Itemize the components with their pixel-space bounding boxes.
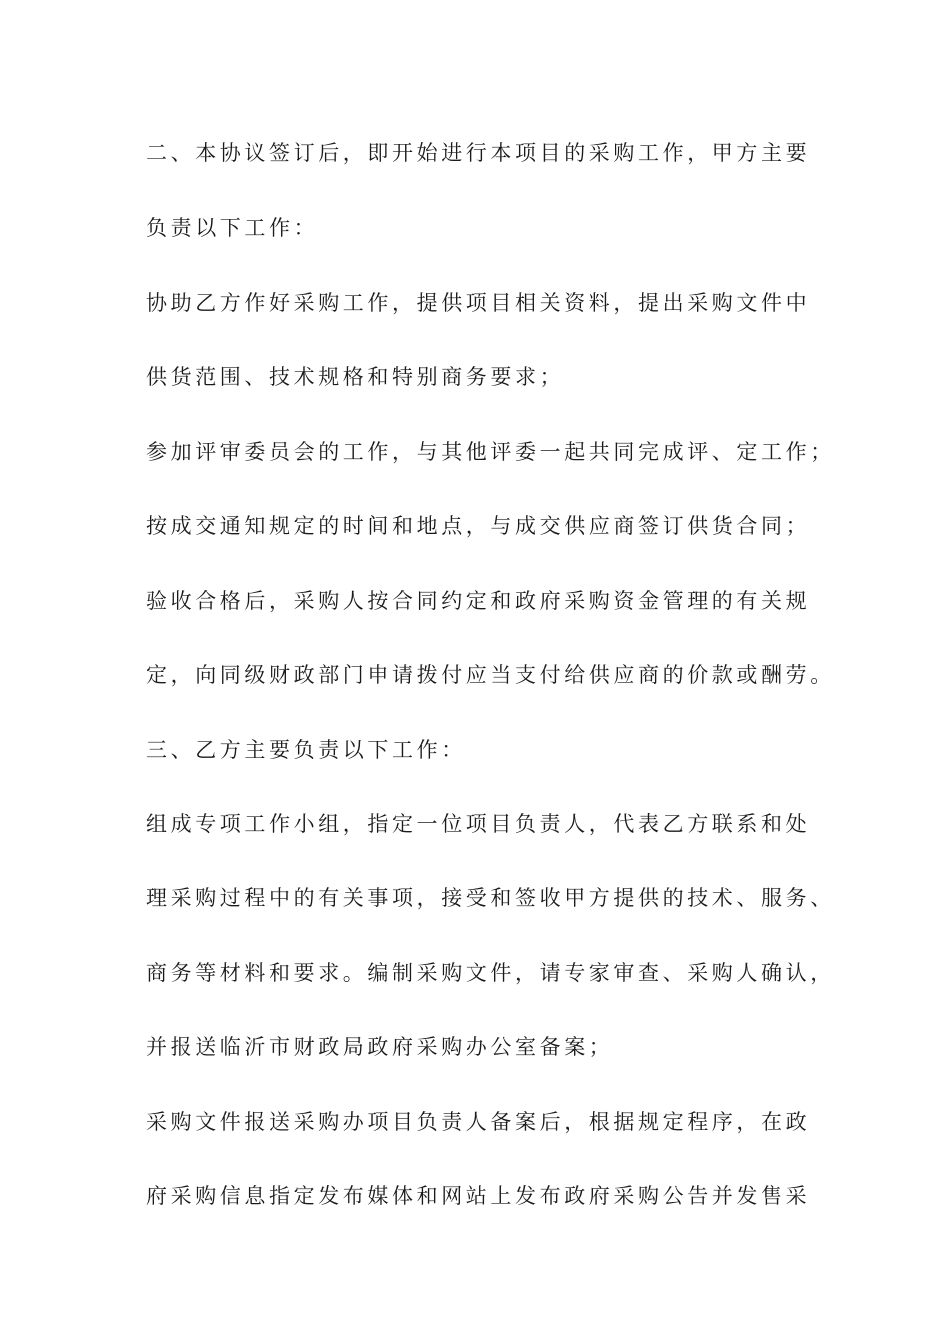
section-heading: 三、乙方主要负责以下工作： [146, 738, 466, 762]
text-line: 按成交通知规定的时间和地点，与成交供应商签订供货合同； [146, 514, 811, 538]
text-line: 府采购信息指定发布媒体和网站上发布政府采购公告并发售采 [146, 1184, 811, 1208]
text-line: 理采购过程中的有关事项，接受和签收甲方提供的技术、服务、 [146, 886, 835, 910]
text-line: 组成专项工作小组，指定一位项目负责人，代表乙方联系和处 [146, 812, 811, 836]
text-line: 参加评审委员会的工作，与其他评委一起共同完成评、定工作； [146, 440, 835, 464]
text-line: 商务等材料和要求。编制采购文件，请专家审查、采购人确认， [146, 961, 835, 985]
text-line: 采购文件报送采购办项目负责人备案后，根据规定程序，在政 [146, 1110, 811, 1134]
text-line: 负责以下工作： [146, 216, 319, 240]
text-line: 验收合格后，采购人按合同约定和政府采购资金管理的有关规 [146, 589, 811, 613]
text-line: 定，向同级财政部门申请拨付应当支付给供应商的价款或酬劳。 [146, 663, 835, 687]
text-line: 协助乙方作好采购工作，提供项目相关资料，提出采购文件中 [146, 291, 811, 315]
text-line: 并报送临沂市财政局政府采购办公室备案； [146, 1035, 614, 1059]
text-line: 二、本协议签订后，即开始进行本项目的采购工作，甲方主要 [146, 141, 811, 165]
text-line: 供货范围、技术规格和特别商务要求； [146, 365, 565, 389]
